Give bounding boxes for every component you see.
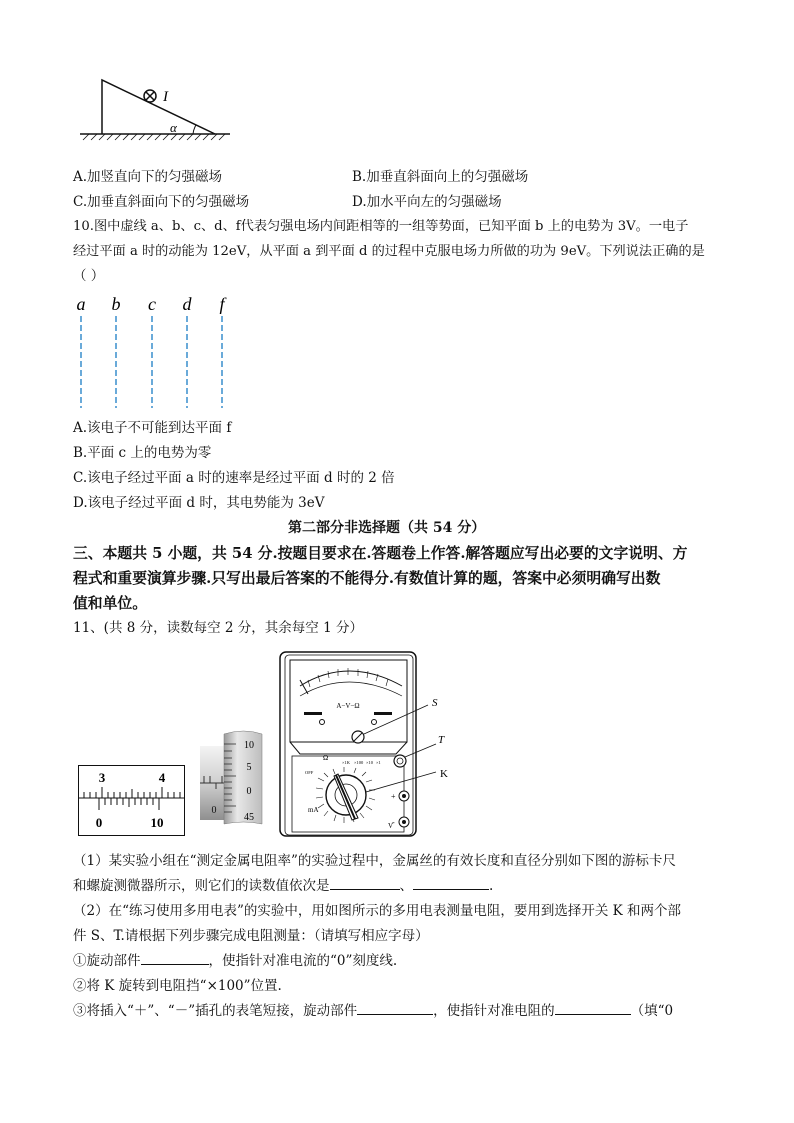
- answer-blank-length[interactable]: [330, 876, 400, 890]
- plane-label-b: b: [111, 294, 121, 314]
- part2-instructions-line3: 值和单位。: [73, 595, 147, 612]
- micrometer-thimble-label-0: 0: [246, 786, 252, 797]
- q9-option-b: B.加垂直斜面向上的匀强磁场: [352, 169, 529, 185]
- answer-blank-diameter[interactable]: [413, 876, 489, 890]
- micrometer-figure: [200, 728, 264, 825]
- answer-blank-step3-part[interactable]: [357, 1001, 433, 1015]
- micrometer-thimble-label-45: 45: [244, 812, 254, 823]
- multimeter-figure: [278, 650, 458, 838]
- q11-step1: ①旋动部件 ，使指针对准电流的“0”刻度线.: [73, 953, 398, 969]
- part2-title: 第二部分非选择题（共 54 分）: [288, 520, 486, 536]
- answer-blank-step1[interactable]: [141, 951, 209, 965]
- q9-option-d: D.加水平向左的匀强磁场: [352, 194, 502, 210]
- dial-ma-label: mA: [308, 806, 319, 814]
- caliper-main-label-4: 4: [158, 770, 166, 785]
- angle-label: α: [170, 120, 177, 135]
- current-label: I: [163, 89, 168, 105]
- q10-answer-paren: （ ）: [73, 268, 105, 284]
- q11-step3: ③将插入“＋”、“－”插孔的表笔短接，旋动部件 ，使指针对准电阻的 （填“0: [73, 1003, 674, 1019]
- caliper-main-label-3: 3: [98, 770, 106, 785]
- range-x1k: ×1K: [342, 760, 351, 765]
- zero-adjust-screw-s[interactable]: [352, 731, 364, 743]
- micrometer-thimble-label-5: 5: [246, 762, 252, 773]
- vernier-caliper-figure: [78, 765, 186, 837]
- q10-stem-line1: 10.图中虚线 a、b、c、d、f代表匀强电场内间距相等的一组等势面，已知平面 b 上的电势为 3V。一电子: [73, 219, 689, 234]
- plane-label-a: a: [76, 294, 86, 314]
- range-x1: ×1: [376, 760, 381, 765]
- q11-header: 11、(共 8 分，读数每空 2 分，其余每空 1 分）: [73, 620, 363, 636]
- svg-text:-: -: [392, 818, 395, 827]
- dial-off-label: OFF: [305, 770, 314, 775]
- q11-part2-line2: 件 S、T.请根据下列步骤完成电阻测量：（请填写相应字母）: [73, 928, 429, 944]
- dial-ohm-label: Ω: [323, 754, 329, 762]
- plane-label-f: f: [219, 294, 225, 314]
- q11-step2: ②将 K 旋转到电阻挡“×100”位置.: [73, 978, 282, 994]
- plane-label-d: d: [182, 294, 192, 314]
- dial-v-label: V: [388, 822, 394, 830]
- answer-blank-step3-position[interactable]: [555, 1001, 631, 1015]
- current-into-page-icon: [144, 90, 156, 102]
- multimeter-scale-text: A−V−Ω: [336, 702, 360, 710]
- negative-jack[interactable]: [399, 817, 409, 827]
- q10-option-b: B.平面 c 上的电势为零: [73, 445, 212, 461]
- q10-option-a: A.该电子不可能到达平面 f: [73, 420, 232, 436]
- q11-part1-line1: （1）某实验小组在“测定金属电阻率”的实验过程中，金属丝的有效长度和直径分别如下图的游标卡尺: [73, 853, 676, 869]
- q11-part1-line2: 和螺旋测微器所示，则它们的读数值依次是 、 .: [73, 878, 494, 894]
- q10-stem-line2: 经过平面 a 时的动能为 12eV，从平面 a 到平面 d 的过程中克服电场力所做的功为 9eV。下列说法正确的是: [73, 244, 705, 259]
- caliper-vernier-label-10: 10: [150, 815, 164, 830]
- incline-figure: [75, 78, 235, 144]
- micrometer-sleeve-label: 0: [211, 805, 217, 816]
- range-x100: ×100: [354, 760, 364, 765]
- svg-text:+: +: [391, 792, 396, 801]
- callout-k: K: [440, 768, 448, 780]
- part2-instructions-line1: 三、本题共 5 小题，共 54 分.按题目要求在.答题卷上作答.解答题应写出必要的文字说明、方: [73, 545, 688, 562]
- plane-label-c: c: [148, 294, 156, 314]
- q10-option-c: C.该电子经过平面 a 时的速率是经过平面 d 时的 2 倍: [73, 470, 395, 486]
- callout-t: T: [438, 734, 445, 746]
- caliper-vernier-label-0: 0: [95, 815, 103, 830]
- q9-option-c: C.加垂直斜面向下的匀强磁场: [73, 194, 250, 210]
- q10-option-d: D.该电子经过平面 d 时，其电势能为 3eV: [73, 495, 325, 511]
- q11-part2-line1: （2）在“练习使用多用电表”的实验中，用如图所示的多用电表测量电阻，要用到选择开关 K 和两个部: [73, 903, 682, 919]
- q9-option-a: A.加竖直向下的匀强磁场: [73, 169, 223, 185]
- part2-instructions-line2: 程式和重要演算步骤.只写出最后答案的不能得分.有数值计算的题，答案中必须明确写出数: [73, 570, 661, 587]
- micrometer-thimble-label-10: 10: [244, 740, 254, 751]
- positive-jack[interactable]: [399, 791, 409, 801]
- callout-s: S: [432, 697, 438, 709]
- range-x10: ×10: [366, 760, 374, 765]
- equipotential-planes-figure: [70, 290, 240, 410]
- ohm-adjust-knob-t[interactable]: [394, 755, 406, 767]
